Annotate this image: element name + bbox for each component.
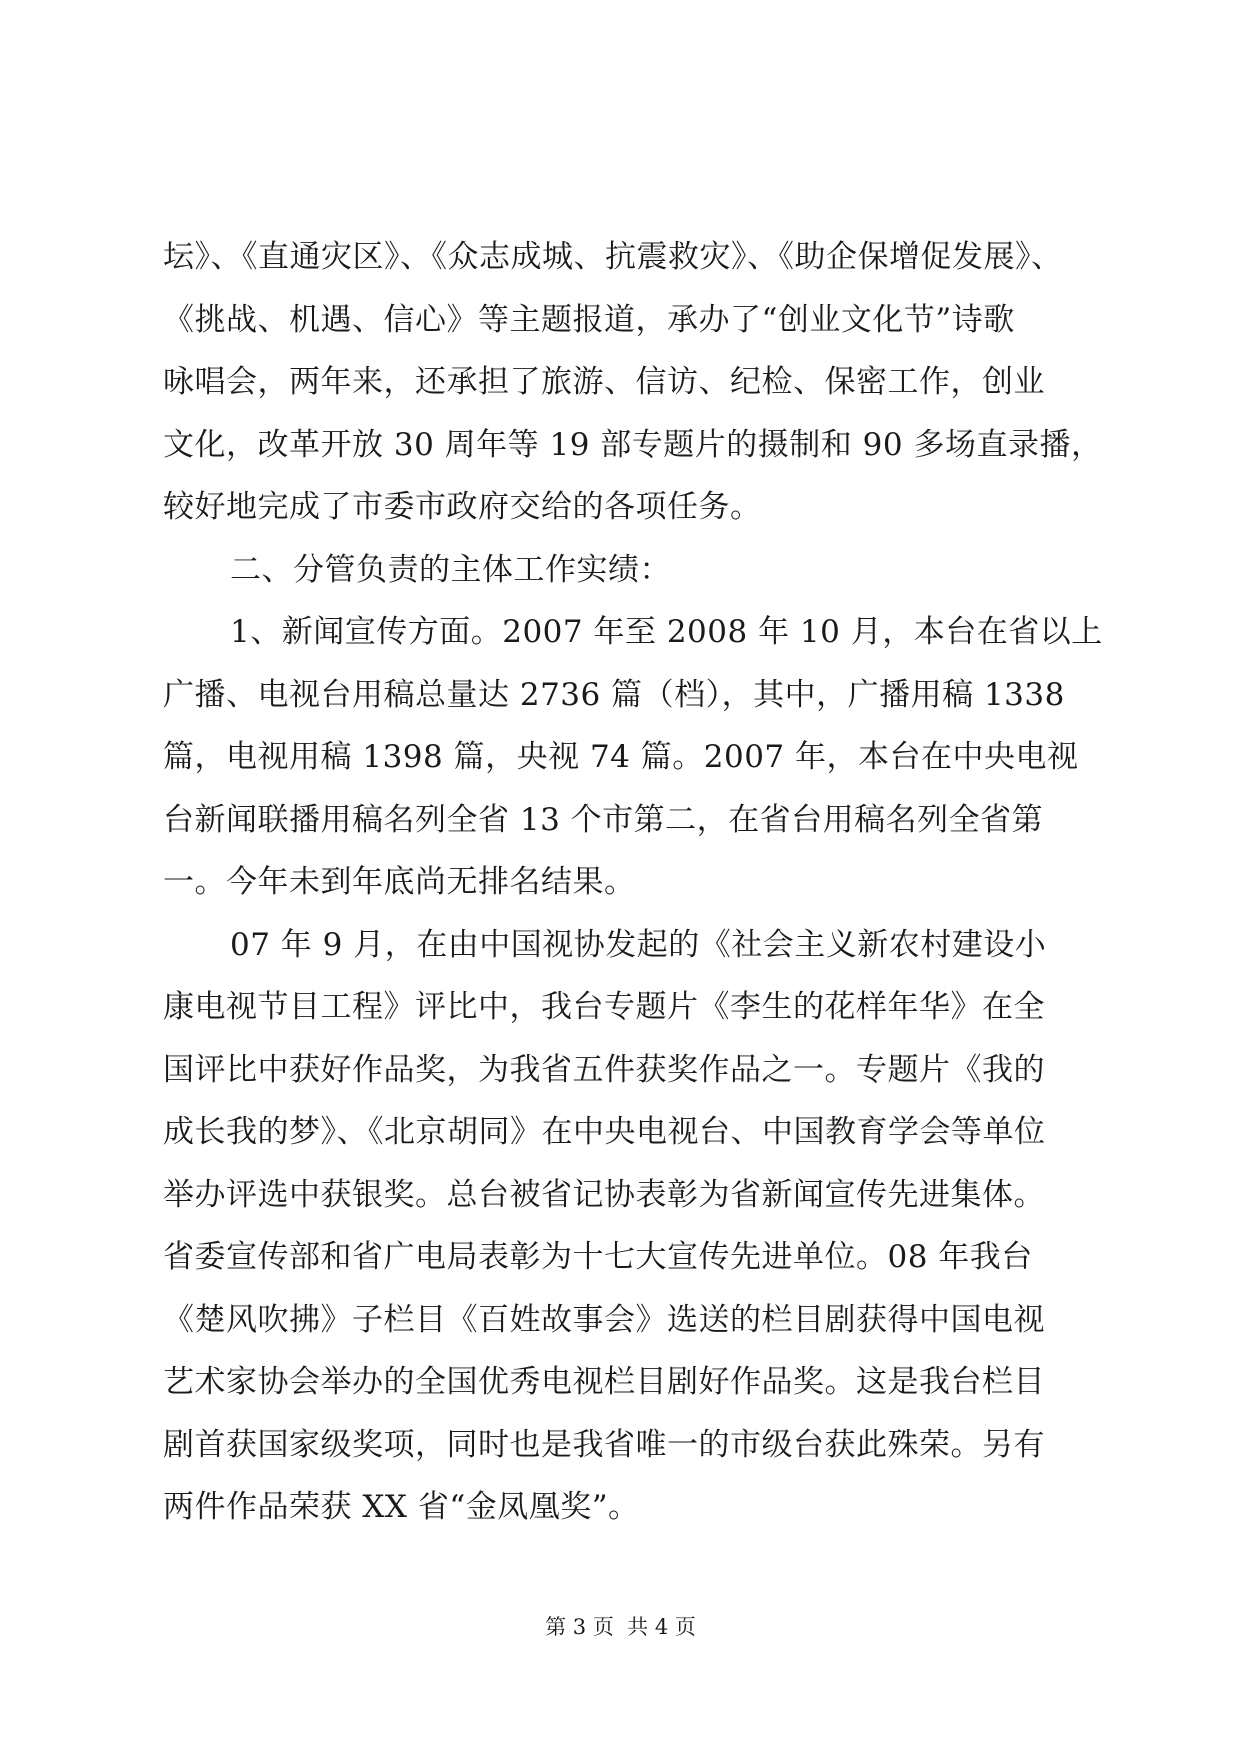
text-line: 两件作品荣获 XX 省“金凤凰奖”。 [163, 1489, 640, 1525]
text-line: 举办评选中获银奖。总台被省记协表彰为省新闻宣传先进集体。 [163, 1176, 1045, 1213]
text-line: 国评比中获好作品奖，为我省五件获奖作品之一。专题片《我的 [163, 1051, 1045, 1088]
text-line: 一。今年未到年底尚无排名结果。 [163, 864, 636, 900]
text-line: 文化，改革开放 30 周年等 19 部专题片的摄制和 90 多场直录播， [163, 426, 1103, 463]
text-line: 篇，电视用稿 1398 篇，央视 74 篇。2007 年，本台在中央电视 [163, 739, 1079, 775]
text-line: 坛》、《直通灾区》、《众志成城、抗震救灾》、《助企保增促发展》、 [163, 239, 1063, 275]
text-line: 咏唱会，两年来，还承担了旅游、信访、纪检、保密工作，创业 [163, 364, 1045, 400]
text-line: 《楚风吹拂》子栏目《百姓故事会》选送的栏目剧获得中国电视 [163, 1301, 1045, 1338]
text-line: 1、新闻宣传方面。2007 年至 2008 年 10 月，本台在省以上 [230, 614, 1103, 650]
text-line: 较好地完成了市委市政府交给的各项任务。 [163, 489, 762, 525]
document-body [163, 226, 1123, 1539]
text-line: 广播、电视台用稿总量达 2736 篇（档），其中，广播用稿 1338 [163, 676, 1065, 713]
text-line: 07 年 9 月，在由中国视协发起的《社会主义新农村建设小 [230, 926, 1047, 963]
text-line: 二、分管负责的主体工作实绩： [230, 551, 671, 588]
text-line: 成长我的梦》、《北京胡同》在中央电视台、中国教育学会等单位 [163, 1114, 1046, 1150]
text-line: 艺术家协会举办的全国优秀电视栏目剧好作品奖。这是我台栏目 [163, 1364, 1045, 1400]
text-line: 剧首获国家级奖项，同时也是我省唯一的市级台获此殊荣。另有 [163, 1426, 1045, 1463]
text-line: 《挑战、机遇、信心》等主题报道，承办了“创业文化节”诗歌 [163, 301, 1015, 338]
page-number-label: 第 3 页 共 4 页 [545, 1615, 696, 1639]
text-line: 台新闻联播用稿名列全省 13 个市第二，在省台用稿名列全省第 [163, 801, 1044, 838]
text-line: 省委宣传部和省广电局表彰为十七大宣传先进单位。08 年我台 [163, 1239, 1033, 1275]
page-footer [0, 1612, 1241, 1642]
text-line: 康电视节目工程》评比中，我台专题片《李生的花样年华》在全 [163, 989, 1045, 1025]
